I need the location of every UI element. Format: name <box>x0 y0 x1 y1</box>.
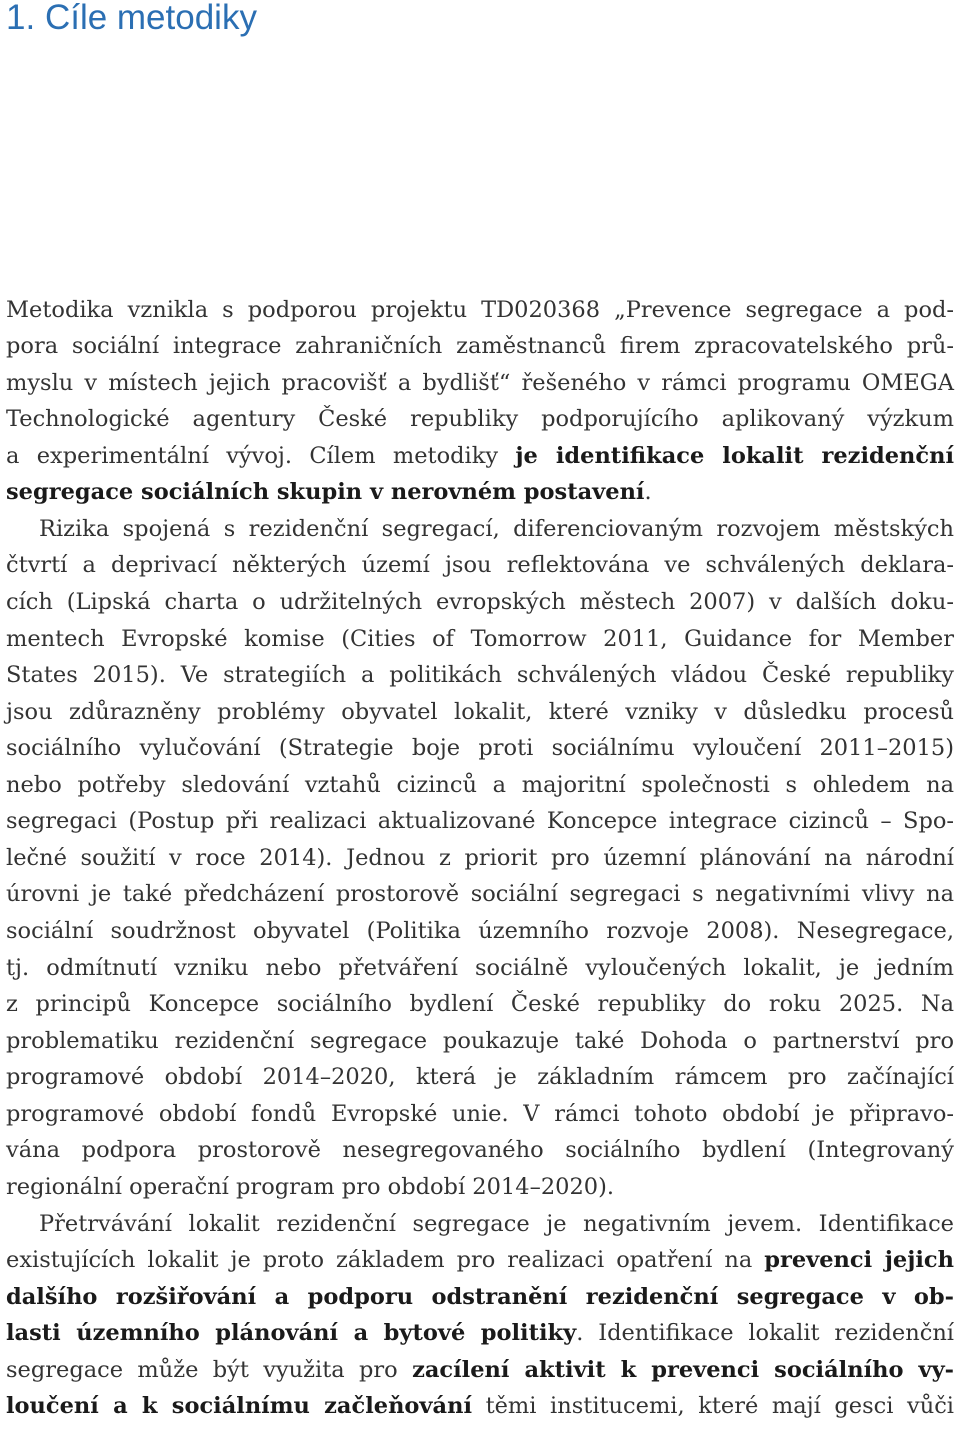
text-line <box>6 1243 954 1277</box>
text-line <box>6 439 954 473</box>
emphasis-text: segregace sociálních skupin v nerovném postavení <box>6 479 645 505</box>
text-line: Technologické agentury České republiky podporujícího aplikovaný výzkum <box>6 406 954 432</box>
text-run: těmi institucemi, které mají gesci vůči <box>472 1393 954 1419</box>
text-run: a experimentální vývoj. Cílem metodiky <box>6 443 516 469</box>
text-run: existujících lokalit je proto základem pro realizaci opatření na <box>6 1247 765 1273</box>
text-line: programové období 2014–2020, která je základním rámcem pro začínající <box>6 1064 954 1090</box>
text-line <box>6 1353 954 1387</box>
emphasis-text: dalšího rozšiřování a podporu odstranění rezidenční segregace v ob- <box>6 1284 954 1310</box>
text-line: pora sociální integrace zahraničních zaměstnanců firem zpracovatelského prů- <box>6 333 954 359</box>
text-run: . Identifikace lokalit rezidenční <box>576 1320 955 1346</box>
text-line: nebo potřeby sledování vztahů cizinců a majoritní společnosti s ohledem na <box>6 772 954 798</box>
text-line: z principů Koncepce sociálního bydlení České republiky do roku 2025. Na <box>6 991 954 1017</box>
emphasis-text: prevenci jejich <box>764 1247 954 1273</box>
text-line <box>6 475 954 509</box>
text-line <box>6 1316 954 1350</box>
chapter-heading <box>6 0 257 40</box>
text-line: sociálního vylučování (Strategie boje proti sociálnímu vyloučení 2011–2015) <box>6 735 954 761</box>
text-line: Metodika vznikla s podporou projektu TD020368 „Prevence segregace a pod- <box>6 297 954 323</box>
text-line: programové období fondů Evropské unie. V rámci tohoto období je připravo- <box>6 1101 954 1127</box>
text-line: States 2015). Ve strategiích a politikách schválených vládou České republiky <box>6 662 954 688</box>
text-line: Přetrvávání lokalit rezidenční segregace je negativním jevem. Identifikace <box>39 1211 954 1237</box>
text-line <box>6 1389 954 1423</box>
text-line <box>6 1280 954 1314</box>
emphasis-text: zacílení aktivit k prevenci sociálního vy- <box>412 1357 954 1383</box>
text-line: jsou zdůrazněny problémy obyvatel lokalit, které vzniky v důsledku procesů <box>6 699 954 725</box>
text-line: cích (Lipská charta o udržitelných evropských městech 2007) v dalších doku- <box>6 589 954 615</box>
text-line: tj. odmítnutí vzniku nebo přetváření sociálně vyloučených lokalit, je jedním <box>6 955 954 981</box>
text-line: lečné soužití v roce 2014). Jednou z priorit pro územní plánování na národní <box>6 845 954 871</box>
chapter-title: Cíle metodiky <box>44 0 257 37</box>
emphasis-text: lasti územního plánování a bytové politiky <box>6 1320 577 1346</box>
text-run: . <box>644 479 652 505</box>
text-line: regionální operační program pro období 2014–2020). <box>6 1174 615 1200</box>
text-line: úrovni je také předcházení prostorově sociální segregaci s negativními vlivy na <box>6 881 954 907</box>
text-line: sociální soudržnost obyvatel (Politika územního rozvoje 2008). Nesegregace, <box>6 918 954 944</box>
text-line: problematiku rezidenční segregace poukazuje také Dohoda o partnerství pro <box>6 1028 954 1054</box>
text-line: mentech Evropské komise (Cities of Tomorrow 2011, Guidance for Member <box>6 626 954 652</box>
text-line: myslu v místech jejich pracovišť a bydlišť“ řešeného v rámci programu OMEGA <box>6 370 954 396</box>
text-line: vána podpora prostorově nesegregovaného sociálního bydlení (Integrovaný <box>6 1137 954 1163</box>
text-line: Rizika spojená s rezidenční segregací, diferenciovaným rozvojem městských <box>39 516 954 542</box>
text-run: segregace může být využita pro <box>6 1357 413 1383</box>
text-line: čtvrtí a deprivací některých území jsou reflektována ve schválených deklara- <box>6 552 954 578</box>
emphasis-text: loučení a k sociálnímu začleňování <box>6 1393 472 1419</box>
text-line: segregaci (Postup při realizaci aktualizované Koncepce integrace cizinců – Spo- <box>6 808 954 834</box>
chapter-number: 1. <box>6 0 36 37</box>
emphasis-text: je identifikace lokalit rezidenční <box>515 443 955 469</box>
